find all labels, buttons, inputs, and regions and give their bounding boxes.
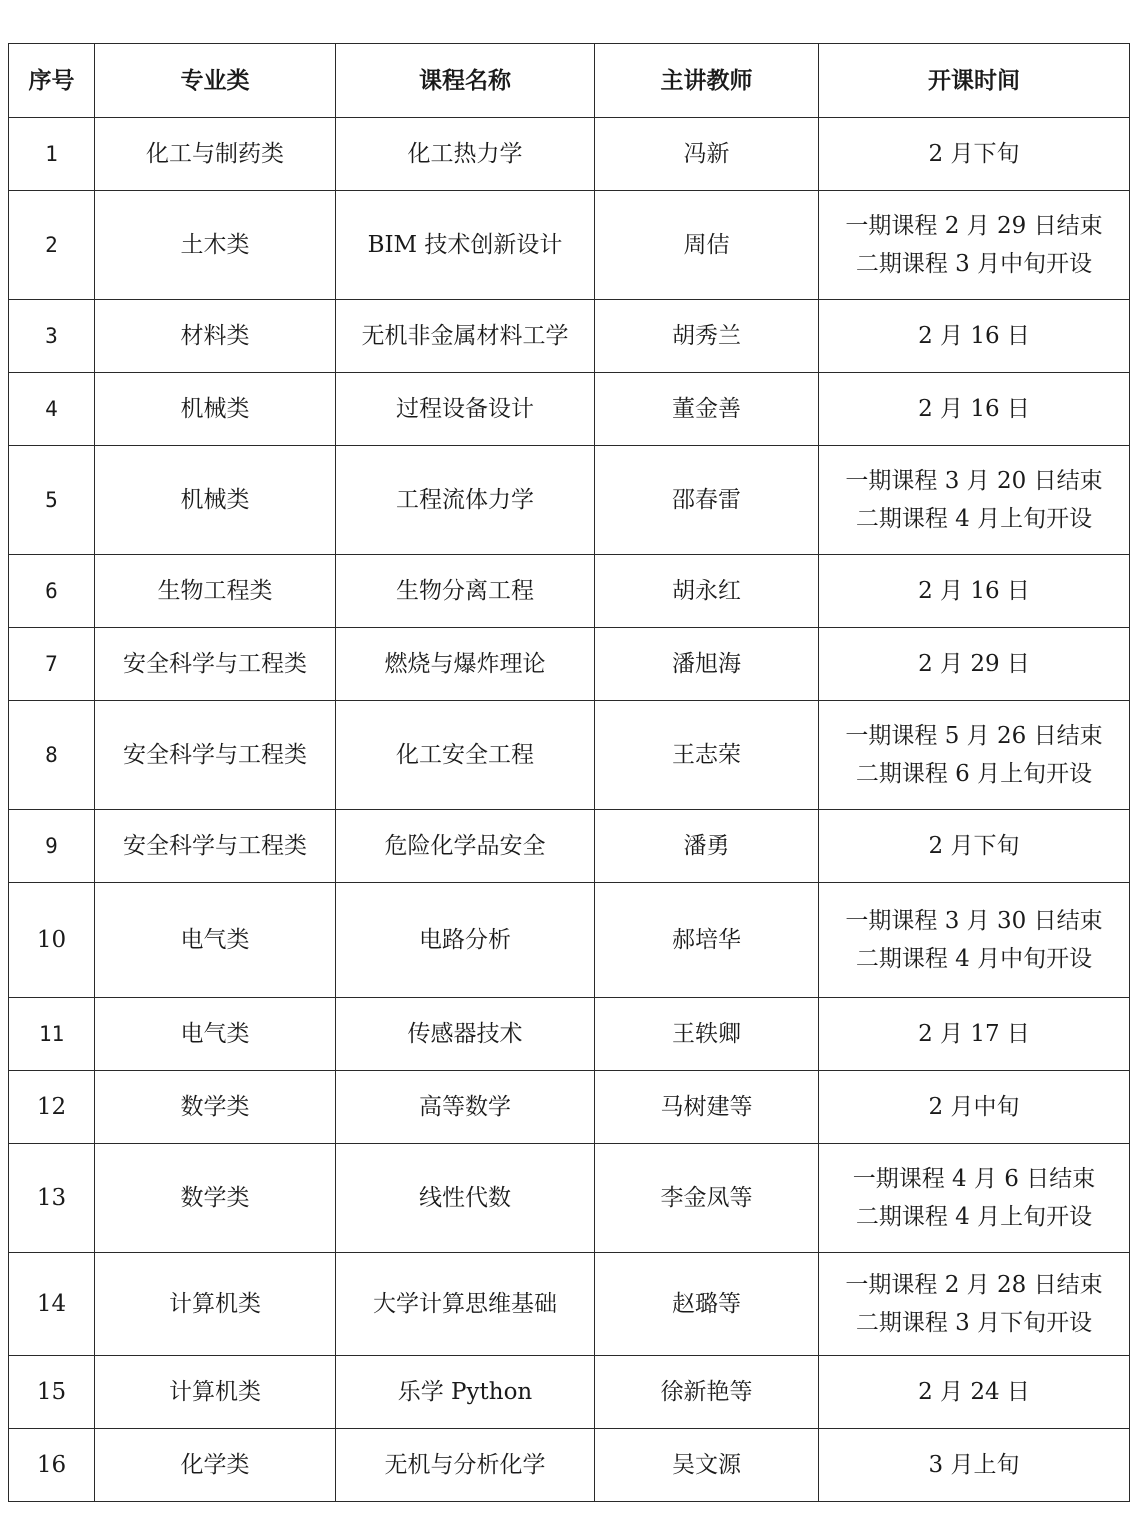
cell-no: 3 <box>9 300 95 373</box>
cell-no: 2 <box>9 191 95 300</box>
cell-no: 15 <box>9 1356 95 1429</box>
cell-major: 计算机类 <box>95 1356 336 1429</box>
cell-time <box>819 555 1130 628</box>
table-row <box>9 373 1130 446</box>
cell-major: 土木类 <box>95 191 336 300</box>
time-line: 2 月 16 日 <box>918 578 1030 604</box>
cell-course: 高等数学 <box>336 1071 595 1144</box>
cell-time <box>819 998 1130 1071</box>
cell-teacher: 胡永红 <box>595 555 819 628</box>
time-line: 二期课程 4 月上旬开设 <box>855 1204 1093 1230</box>
cell-course: 乐学 Python <box>336 1356 595 1429</box>
time-line: 一期课程 2 月 28 日结束 <box>845 1272 1103 1298</box>
cell-course: 电路分析 <box>336 883 595 998</box>
cell-teacher: 徐新艳等 <box>595 1356 819 1429</box>
cell-course: 工程流体力学 <box>336 446 595 555</box>
cell-major: 计算机类 <box>95 1253 336 1356</box>
header-major: 专业类 <box>95 44 336 118</box>
time-line: 二期课程 4 月上旬开设 <box>855 506 1093 532</box>
table-row <box>9 191 1130 300</box>
cell-course: 化工热力学 <box>336 118 595 191</box>
cell-teacher: 王志荣 <box>595 701 819 810</box>
cell-time <box>819 628 1130 701</box>
cell-time <box>819 1071 1130 1144</box>
table-row <box>9 300 1130 373</box>
cell-time <box>819 1144 1130 1253</box>
cell-major: 安全科学与工程类 <box>95 701 336 810</box>
time-line: 2 月下旬 <box>928 141 1020 167</box>
cell-major: 电气类 <box>95 883 336 998</box>
cell-time <box>819 883 1130 998</box>
time-line: 2 月 16 日 <box>918 396 1030 422</box>
cell-major: 数学类 <box>95 1144 336 1253</box>
cell-no: 16 <box>9 1429 95 1502</box>
cell-teacher: 王轶卿 <box>595 998 819 1071</box>
cell-major: 化学类 <box>95 1429 336 1502</box>
time-line: 2 月中旬 <box>928 1094 1020 1120</box>
cell-no: 7 <box>9 628 95 701</box>
table-row <box>9 118 1130 191</box>
table-row <box>9 1071 1130 1144</box>
cell-no: 10 <box>9 883 95 998</box>
time-line: 2 月 17 日 <box>918 1021 1030 1047</box>
time-line: 3 月上旬 <box>928 1452 1020 1478</box>
cell-teacher: 潘旭海 <box>595 628 819 701</box>
course-table <box>8 43 1130 1502</box>
time-line: 一期课程 5 月 26 日结束 <box>845 723 1103 749</box>
cell-teacher: 赵璐等 <box>595 1253 819 1356</box>
time-line: 一期课程 4 月 6 日结束 <box>852 1166 1096 1192</box>
cell-major: 安全科学与工程类 <box>95 810 336 883</box>
table-row <box>9 1356 1130 1429</box>
cell-time <box>819 300 1130 373</box>
table-body <box>9 118 1130 1502</box>
cell-course: BIM 技术创新设计 <box>336 191 595 300</box>
cell-major: 材料类 <box>95 300 336 373</box>
time-line: 二期课程 3 月中旬开设 <box>855 251 1093 277</box>
cell-teacher: 董金善 <box>595 373 819 446</box>
cell-time <box>819 373 1130 446</box>
table-row <box>9 1429 1130 1502</box>
cell-time <box>819 1356 1130 1429</box>
time-line: 2 月下旬 <box>928 833 1020 859</box>
cell-no: 5 <box>9 446 95 555</box>
time-line: 二期课程 3 月下旬开设 <box>855 1310 1093 1336</box>
header-no: 序号 <box>9 44 95 118</box>
time-line: 2 月 29 日 <box>918 651 1030 677</box>
cell-major: 机械类 <box>95 373 336 446</box>
cell-no: 1 <box>9 118 95 191</box>
cell-time <box>819 810 1130 883</box>
cell-course: 无机非金属材料工学 <box>336 300 595 373</box>
cell-no: 8 <box>9 701 95 810</box>
cell-teacher: 郝培华 <box>595 883 819 998</box>
cell-time <box>819 701 1130 810</box>
course-schedule <box>8 43 1129 1502</box>
table-row <box>9 810 1130 883</box>
time-line: 2 月 16 日 <box>918 323 1030 349</box>
cell-teacher: 冯新 <box>595 118 819 191</box>
cell-teacher: 胡秀兰 <box>595 300 819 373</box>
cell-no: 11 <box>9 998 95 1071</box>
cell-course: 线性代数 <box>336 1144 595 1253</box>
cell-course: 燃烧与爆炸理论 <box>336 628 595 701</box>
cell-course: 无机与分析化学 <box>336 1429 595 1502</box>
cell-no: 14 <box>9 1253 95 1356</box>
time-line: 一期课程 2 月 29 日结束 <box>845 213 1103 239</box>
header-time: 开课时间 <box>819 44 1130 118</box>
table-row <box>9 555 1130 628</box>
cell-course: 危险化学品安全 <box>336 810 595 883</box>
cell-course: 生物分离工程 <box>336 555 595 628</box>
time-line: 一期课程 3 月 30 日结束 <box>845 908 1103 934</box>
cell-major: 机械类 <box>95 446 336 555</box>
time-line: 2 月 24 日 <box>918 1379 1030 1405</box>
header-teacher: 主讲教师 <box>595 44 819 118</box>
table-row <box>9 1144 1130 1253</box>
cell-major: 化工与制药类 <box>95 118 336 191</box>
cell-time <box>819 446 1130 555</box>
table-row <box>9 1253 1130 1356</box>
table-row <box>9 883 1130 998</box>
cell-teacher: 李金凤等 <box>595 1144 819 1253</box>
cell-course: 大学计算思维基础 <box>336 1253 595 1356</box>
cell-major: 安全科学与工程类 <box>95 628 336 701</box>
cell-time <box>819 1253 1130 1356</box>
cell-major: 生物工程类 <box>95 555 336 628</box>
cell-no: 9 <box>9 810 95 883</box>
cell-course: 传感器技术 <box>336 998 595 1071</box>
table-row <box>9 998 1130 1071</box>
cell-teacher: 周佶 <box>595 191 819 300</box>
cell-major: 数学类 <box>95 1071 336 1144</box>
table-row <box>9 701 1130 810</box>
cell-time <box>819 1429 1130 1502</box>
cell-no: 6 <box>9 555 95 628</box>
cell-no: 4 <box>9 373 95 446</box>
cell-course: 过程设备设计 <box>336 373 595 446</box>
cell-time <box>819 118 1130 191</box>
cell-no: 12 <box>9 1071 95 1144</box>
cell-time <box>819 191 1130 300</box>
time-line: 二期课程 6 月上旬开设 <box>855 761 1093 787</box>
header-row <box>9 44 1130 118</box>
cell-teacher: 吴文源 <box>595 1429 819 1502</box>
cell-teacher: 潘勇 <box>595 810 819 883</box>
cell-no: 13 <box>9 1144 95 1253</box>
header-course: 课程名称 <box>336 44 595 118</box>
cell-course: 化工安全工程 <box>336 701 595 810</box>
cell-teacher: 马树建等 <box>595 1071 819 1144</box>
cell-major: 电气类 <box>95 998 336 1071</box>
cell-teacher: 邵春雷 <box>595 446 819 555</box>
time-line: 一期课程 3 月 20 日结束 <box>845 468 1103 494</box>
table-row <box>9 628 1130 701</box>
time-line: 二期课程 4 月中旬开设 <box>855 946 1093 972</box>
table-row <box>9 446 1130 555</box>
